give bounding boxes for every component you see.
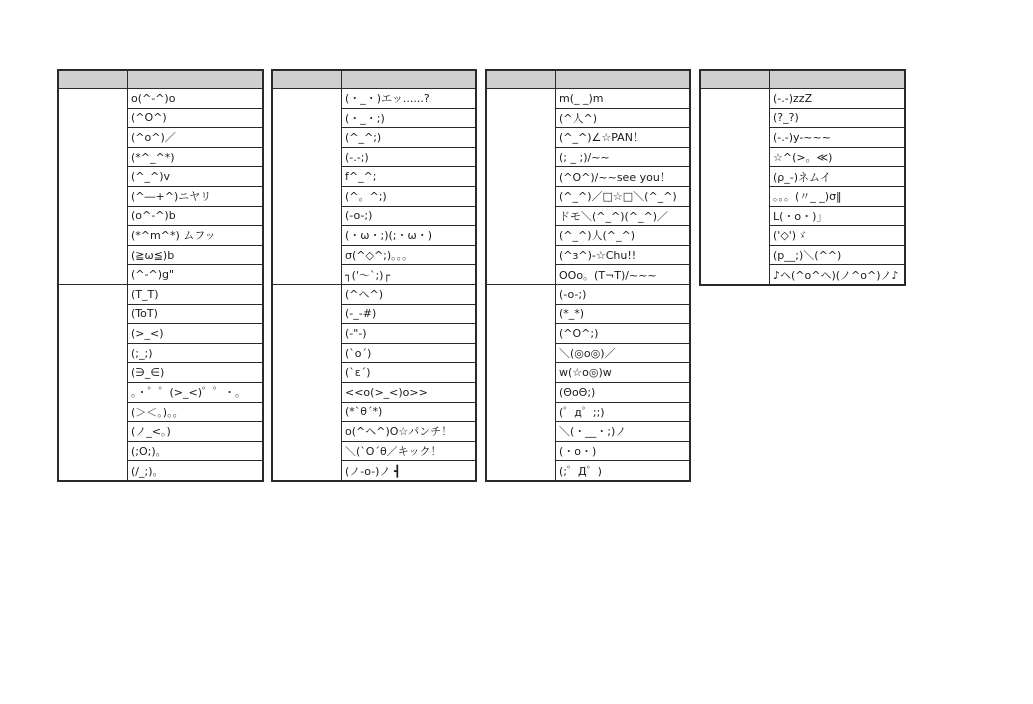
table-row xyxy=(58,284,263,304)
emoticon-cell: (^_^)∠☆PAN！ xyxy=(556,128,691,148)
emoticon-cell: 。・゜゜(>_<)゜゜・。 xyxy=(128,382,264,402)
emoticon-cell: (*_*) xyxy=(556,304,691,324)
header-category-cell xyxy=(58,70,128,89)
table-row xyxy=(486,284,690,304)
emoticon-cell: (ρ_-)ネムイ xyxy=(770,167,906,187)
emoticon-cell: (-.-)y-~~~ xyxy=(770,128,906,148)
emoticon-cell: (; _ ;)/~~ xyxy=(556,147,691,167)
emoticon-cell: f^_^; xyxy=(342,167,477,187)
emoticon-cell: (;O;)。 xyxy=(128,441,264,461)
emoticon-cell: (-o-;) xyxy=(556,284,691,304)
emoticon-cell: (-.-)zzZ xyxy=(770,89,906,109)
emoticon-cell: (・ω・;)(;・ω・) xyxy=(342,226,477,246)
header-emoticon-cell xyxy=(556,70,691,89)
emoticon-cell: (^―+^)ニヤリ xyxy=(128,186,264,206)
emoticon-cell: (ノ_<。) xyxy=(128,422,264,442)
emoticon-cell: (≧ω≦)b xyxy=(128,245,264,265)
emoticon-cell: (-.-;) xyxy=(342,147,477,167)
emoticon-cell: (^O^;) xyxy=(556,324,691,344)
emoticon-cell: 。。。(〃_ _)σ‖ xyxy=(770,186,906,206)
emoticon-cell: (p__;)＼(^^) xyxy=(770,245,906,265)
table-header-row xyxy=(58,70,263,89)
emoticon-cell: (^-^)g" xyxy=(128,265,264,285)
emoticon-cell: L(・o・)」 xyxy=(770,206,906,226)
table-header-row xyxy=(486,70,690,89)
table-row xyxy=(272,284,476,304)
emoticon-cell: (∋_∈) xyxy=(128,363,264,383)
header-emoticon-cell xyxy=(128,70,264,89)
emoticon-cell: OOo。(T¬T)/~~~ xyxy=(556,265,691,285)
emoticon-table-3 xyxy=(485,69,691,482)
emoticon-cell: (>_<) xyxy=(128,324,264,344)
emoticon-cell: (・o・) xyxy=(556,441,691,461)
header-emoticon-cell xyxy=(342,70,477,89)
emoticon-cell: σ(^◇^;)。。。 xyxy=(342,245,477,265)
category-cell xyxy=(486,284,556,480)
emoticon-cell: (-_-#) xyxy=(342,304,477,324)
emoticon-cell: ☆^(>。≪) xyxy=(770,147,906,167)
emoticon-cell: (^з^)-☆Chu!! xyxy=(556,245,691,265)
emoticon-cell: ドモ＼(^_^)(^_^)／ xyxy=(556,206,691,226)
table-header-row xyxy=(272,70,476,89)
emoticon-cell: <<o(>_<)o>> xyxy=(342,382,477,402)
header-category-cell xyxy=(486,70,556,89)
table-header-row xyxy=(700,70,905,89)
header-emoticon-cell xyxy=(770,70,906,89)
emoticon-table-1 xyxy=(57,69,264,482)
emoticon-cell: (^_^)v xyxy=(128,167,264,187)
emoticon-cell: (＞＜。)。。 xyxy=(128,402,264,422)
header-category-cell xyxy=(272,70,342,89)
emoticon-cell: (^O^) xyxy=(128,108,264,128)
table-row xyxy=(700,89,905,109)
table-row xyxy=(58,89,263,109)
emoticon-cell: (;_;) xyxy=(128,343,264,363)
emoticon-cell: (ΘoΘ;) xyxy=(556,382,691,402)
header-category-cell xyxy=(700,70,770,89)
emoticon-cell: (^ヘ^) xyxy=(342,284,477,304)
emoticon-cell: (^_^)／□☆□＼(^_^) xyxy=(556,186,691,206)
category-cell xyxy=(272,89,342,285)
emoticon-cell: (・_・;) xyxy=(342,108,477,128)
emoticon-table-2 xyxy=(271,69,477,482)
emoticon-cell: (^_^;) xyxy=(342,128,477,148)
emoticon-cell: (^o^)／ xyxy=(128,128,264,148)
emoticon-cell: (*^m^*) ムフッ xyxy=(128,226,264,246)
emoticon-cell: (?_?) xyxy=(770,108,906,128)
emoticon-cell: (/_;)。 xyxy=(128,461,264,481)
emoticon-cell: ♪ヘ(^o^ヘ)(ノ^o^)ノ♪ xyxy=(770,265,906,285)
category-cell xyxy=(486,89,556,285)
emoticon-cell: (^人^) xyxy=(556,108,691,128)
emoticon-cell: (゜д゜;;) xyxy=(556,402,691,422)
emoticon-table-4 xyxy=(699,69,906,286)
emoticon-cell: (・_・)エッ......? xyxy=(342,89,477,109)
emoticon-cell: (`ε´) xyxy=(342,363,477,383)
emoticon-cell: (^_^)人(^_^) xyxy=(556,226,691,246)
emoticon-cell: (*`θ´*) xyxy=(342,402,477,422)
emoticon-cell: w(☆o◎)w xyxy=(556,363,691,383)
emoticon-cell: (`o´) xyxy=(342,343,477,363)
emoticon-cell: (-"-) xyxy=(342,324,477,344)
emoticon-cell: (;゜Д゜) xyxy=(556,461,691,481)
emoticon-cell: (^O^)/~~see you！ xyxy=(556,167,691,187)
emoticon-cell: (*^_^*) xyxy=(128,147,264,167)
emoticon-cell: ('◇')ゞ xyxy=(770,226,906,246)
emoticon-cell: (ノ-o-)ノ ┫ xyxy=(342,461,477,481)
table-row xyxy=(486,89,690,109)
category-cell xyxy=(58,89,128,285)
category-cell xyxy=(58,284,128,480)
emoticon-cell: ＼(`O´θ／キック！ xyxy=(342,441,477,461)
emoticon-cell: o(^ヘ^)O☆パンチ！ xyxy=(342,422,477,442)
emoticon-cell: ┐('～`;)┌ xyxy=(342,265,477,285)
category-cell xyxy=(700,89,770,285)
emoticon-cell: (T_T) xyxy=(128,284,264,304)
emoticon-cell: ＼(◎o◎)／ xyxy=(556,343,691,363)
emoticon-cell: (o^-^)b xyxy=(128,206,264,226)
emoticon-cell: (^。^;) xyxy=(342,186,477,206)
emoticon-cell: m(_ _)m xyxy=(556,89,691,109)
table-row xyxy=(272,89,476,109)
emoticon-cell: o(^-^)o xyxy=(128,89,264,109)
category-cell xyxy=(272,284,342,480)
emoticon-cell: (ToT) xyxy=(128,304,264,324)
emoticon-cell: ＼(・__・;)ノ xyxy=(556,422,691,442)
emoticon-cell: (-o-;) xyxy=(342,206,477,226)
